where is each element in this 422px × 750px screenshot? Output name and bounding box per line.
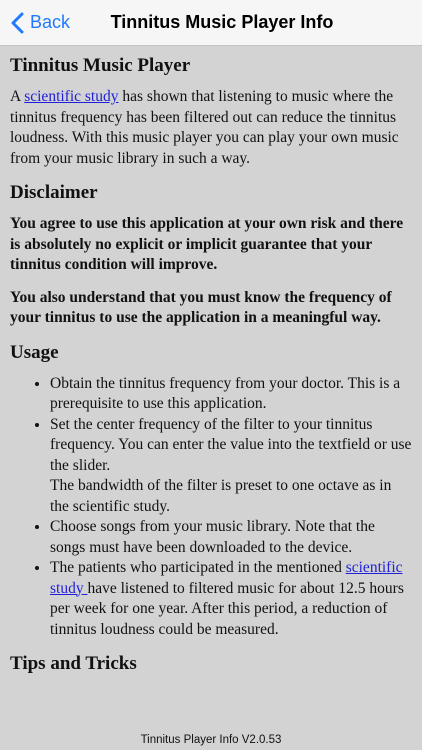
usage-item4-prefix: The patients who participated in the mentioned bbox=[50, 559, 346, 576]
disclaimer-paragraph-2: You also understand that you must know the frequency of your tinnitus to use the application in a meaningful way. bbox=[10, 288, 392, 326]
usage-list bbox=[10, 374, 412, 641]
scientific-study-link-2[interactable]: scientific study bbox=[50, 559, 403, 597]
back-label: Back bbox=[30, 12, 71, 32]
disclaimer-paragraph-1: You agree to use this application at your own risk and there is absolutely no explicit or implicit guarantee that your tinnitus condition will improve. bbox=[10, 215, 404, 273]
list-item bbox=[50, 558, 412, 640]
scientific-study-link[interactable]: scientific study bbox=[24, 88, 119, 105]
usage-item2-b: The bandwidth of the filter is preset to one octave as in the scientific study. bbox=[50, 477, 392, 515]
list-item: • Obtain the tinnitus frequency from your doctor. This is a prerequisite to use this application. bbox=[50, 374, 412, 415]
navigation-bar bbox=[0, 0, 422, 46]
intro-text: has shown that listening to music where the tinnitus frequency has been filtered out can reduce the tinnitus loudness. With this music player you can play your own music from your music library in such a way. bbox=[10, 88, 399, 167]
info-content[interactable] bbox=[0, 46, 422, 730]
intro-paragraph bbox=[10, 87, 412, 169]
section-heading-tips: Tips and Tricks bbox=[10, 653, 137, 674]
list-item: • Choose songs from your music library. Note that the songs must have been downloaded to the device. bbox=[50, 517, 412, 558]
section-heading-usage: Usage bbox=[10, 341, 59, 363]
list-item bbox=[50, 415, 412, 518]
section-heading-intro: Tinnitus Music Player bbox=[10, 55, 191, 76]
section-heading-disclaimer: Disclaimer bbox=[10, 182, 98, 203]
usage-item4-text: have listened to filtered music for about 12.5 hours per week for one year. After this period, a reduction of tinnitus loudness could be measured. bbox=[50, 579, 404, 638]
version-footer: Tinnitus Player Info V2.0.53 bbox=[0, 730, 422, 750]
page-title: Tinnitus Music Player Info bbox=[110, 12, 334, 32]
intro-prefix: A bbox=[10, 88, 25, 105]
usage-item2-a: Set the center frequency of the filter to your tinnitus frequency. You can enter the value into the textfield or use the slider. bbox=[50, 415, 412, 474]
